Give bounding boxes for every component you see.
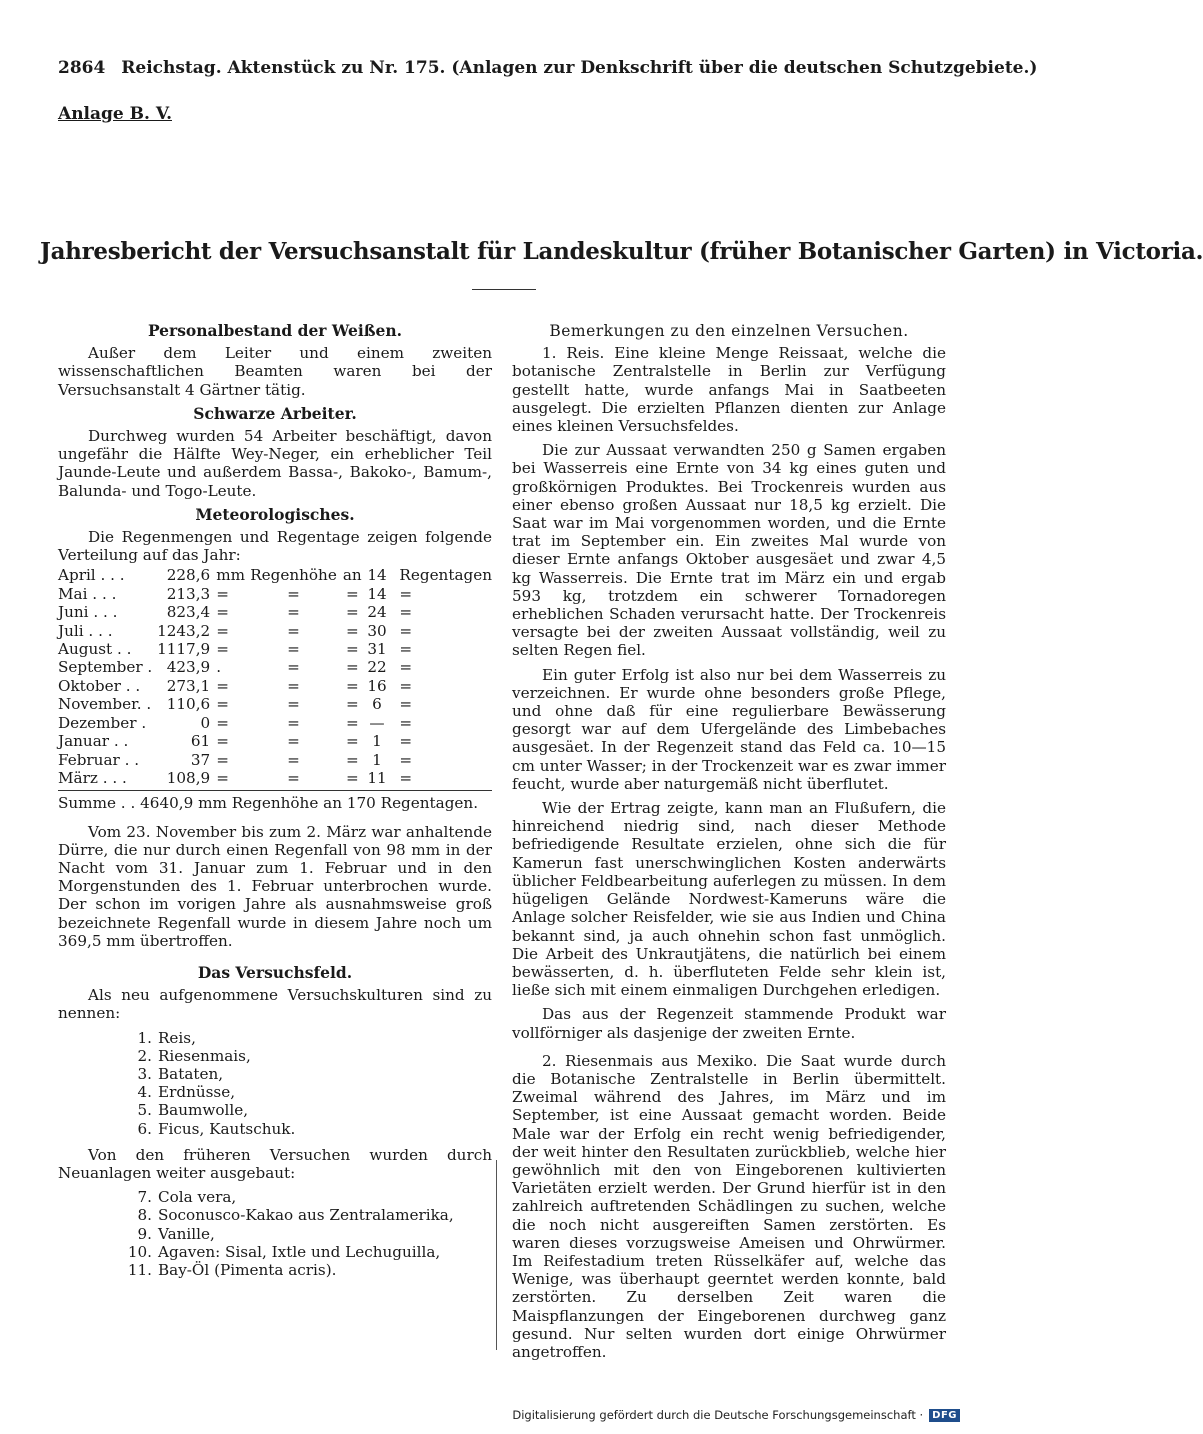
footer-text: Digitalisierung gefördert durch die Deutsche Forschungsgemeinschaft · [512,1408,924,1422]
rain-height-label: = [287,713,300,732]
rain-unit: = [216,732,229,751]
rain-row [58,658,492,676]
meteorologie-heading: Meteorologisches. [195,504,355,524]
rain-days: 30 [367,621,387,640]
rain-days: 24 [367,603,387,622]
list-item [118,1120,492,1138]
list-item-text: Cola vera, [158,1188,237,1207]
rain-days-label: = [399,621,413,640]
rain-days-label: = [399,584,413,603]
list-item [118,1225,492,1243]
rain-unit: = [216,603,229,622]
rain-an: = [345,732,359,751]
list-item-text: Bay-Öl (Pimenta acris). [158,1260,337,1279]
rain-days-label: Regentagen [399,566,492,585]
rain-month: Juni . . . [58,603,118,622]
duerre-paragraph: Vom 23. November bis zum 2. März war anhaltende Dürre, die nur durch einen Regenfall von 98 mm in der Nacht vom 31. Januar zum 1. Februar und in den Morgenstunden des 1. Februar unterbrochen wurde. Der schon im vorigen Jahre als ausnahmsweise groß bezeichnete Regenfall wurde in diesem Jahre noch um 369,5 mm übertroffen. [58,822,492,950]
reis-paragraph-3: Ein guter Erfolg ist also nur bei dem Wasserreis zu verzeichnen. Er wurde ohne besonders große Pflege, und ohne daß für eine regulierbare Bewässerung gesorgt war auf dem Ufergelände des Limbebaches ausgesäet. In der Regenzeit stand das Feld ca. 10—15 cm unter Wasser; in der Trockenzeit war es zwar immer feucht, wurde aber naturgemäß nicht überflutet. [512,665,946,793]
rain-unit: = [216,584,229,603]
rain-days: 14 [367,584,387,603]
rain-an: = [345,640,359,659]
rain-unit: = [216,768,229,787]
title-divider [472,289,536,290]
rain-an: = [345,695,359,714]
rain-row [58,566,492,584]
rain-row [58,769,492,787]
document-title: Jahresbericht der Versuchsanstalt für Landeskultur (früher Botanischer Garten) in Victoria. [40,238,1203,265]
extended-cultures-list [58,1188,492,1279]
rain-unit: . [216,658,222,677]
sum-divider [58,790,492,791]
rain-row [58,622,492,640]
rain-an: = [345,658,359,677]
rain-mm: 228,6 [166,566,211,585]
schwarze-heading: Schwarze Arbeiter. [193,403,357,423]
rain-mm: 1117,9 [157,640,211,659]
new-cultures-list [58,1029,492,1138]
rain-days-label: = [399,640,413,659]
rain-unit: = [216,640,229,659]
rain-unit: = [216,676,229,695]
riesenmais-paragraph: 2. Riesenmais aus Mexiko. Die Saat wurde durch die Botanische Zentralstelle in Berlin übermittelt. Zweimal während des Jahres, im März und im September, ist eine Aussaat gemacht worden. Beide Male war der Erfolg ein recht wenig befriedigender, der weit hinter den Resultaten zurückblieb, welche hier gewöhnlich mit den von Eingeborenen kultivierten Varietäten erzielt werden. Der Grund hierfür ist in den zahlreich auftretenden Schädlingen zu suchen, welche die noch nicht ausgereiften Samen zerstörten. Es waren dieses vorzugsweise Ameisen und Ohrwürmer. Im Reifestadium treten Rüsselkäfer auf, welche das Wenige, was überhaupt geerntet werden konnte, bald zerstörten. Zu derselben Zeit waren die Maispflanzungen der Eingeborenen durchweg ganz gesund. Nur selten wurden dort einige Ohrwürmer angetroffen. [512,1051,946,1361]
rain-days-label: = [399,768,413,787]
column-rule [496,1160,497,1350]
personal-heading: Personalbestand der Weißen. [147,321,403,340]
rain-height-label: = [287,584,300,603]
rain-row [58,751,492,769]
list-item [118,1029,492,1047]
rain-height-label: = [287,768,300,787]
rain-an: = [345,621,359,640]
page-number: 2864 [58,58,106,78]
rain-days-label: = [399,695,413,714]
rain-row [58,732,492,750]
rain-month: Januar . . [58,732,129,751]
footer [512,1408,960,1422]
rain-height-label: = [287,750,300,769]
rain-mm: 423,9 [166,658,211,677]
rain-days-label: = [399,658,413,677]
list-item [118,1047,492,1065]
list-item [118,1101,492,1119]
rain-height-label: = [287,621,300,640]
rain-row [58,640,492,658]
list-item-number: 8. [137,1206,152,1225]
rain-mm: 1243,2 [157,621,211,640]
dfg-logo: DFG [929,1409,960,1422]
rain-days: 22 [367,658,387,677]
rain-days: 1 [372,750,382,769]
rain-month: März . . . [58,768,127,787]
list-item-text: Vanille, [158,1224,215,1243]
rain-an: = [345,768,359,787]
rain-month: Oktober . . [58,676,141,695]
reis-paragraph-5: Das aus der Regenzeit stammende Produkt war vollförniger als dasjenige der zweiten Ernte. [512,1005,946,1042]
left-column [58,322,492,1287]
list-item [118,1065,492,1083]
rain-an: an [342,566,362,585]
rain-row [58,585,492,603]
frueher-intro: Von den früheren Versuchen wurden durch Neuanlagen weiter ausgebaut: [58,1145,492,1182]
rain-month: August . . [58,640,132,659]
rain-month: Februar . . [58,750,140,769]
rain-mm: 823,4 [166,603,211,622]
list-item [118,1243,492,1261]
list-item-number: 1. [137,1028,152,1047]
rain-row [58,677,492,695]
rain-row [58,714,492,732]
rain-height-label: = [287,695,300,714]
rain-days: 31 [367,640,387,659]
running-header [58,58,1038,78]
rain-mm: 273,1 [166,676,211,695]
list-item-text: Riesenmais, [158,1046,251,1065]
list-item-number: 2. [137,1046,152,1065]
rain-height-label: Regenhöhe [250,566,337,585]
list-item-text: Agaven: Sisal, Ixtle und Lechuguilla, [158,1242,441,1261]
list-item-text: Ficus, Kautschuk. [158,1119,296,1138]
list-item [118,1188,492,1206]
rain-row [58,603,492,621]
rain-mm: 108,9 [166,768,211,787]
rain-month: Mai . . . [58,584,117,603]
list-item-number: 6. [137,1119,152,1138]
reis-paragraph-4: Wie der Ertrag zeigte, kann man an Flußufern, die hinreichend niedrig sind, nach dieser Methode befriedigende Resultate erzielen, ohne sich die für Kamerun fast unerschwinglichen Kosten anderwärts üblicher Feldbearbeitung auferlegen zu müssen. In dem hügeligen Gelände Nordwest-Kameruns wäre die Anlage solcher Reisfelder, wie sie aus Indien und China bekannt sind, ja auch ohnehin schon fast unmöglich. Die Arbeit des Unkrautjätens, die natürlich bei einem bewässerten, d. h. überfluteten Felde sehr klein ist, ließe sich mit einem einmaligen Durchgehen erledigen. [512,799,946,1000]
list-item [118,1261,492,1279]
rain-an: = [345,750,359,769]
rain-height-label: = [287,676,300,695]
rain-days: 6 [372,695,382,714]
rain-an: = [345,713,359,732]
rain-days-label: = [399,750,413,769]
list-item-text: Baumwolle, [158,1101,249,1120]
running-title: Reichstag. Aktenstück zu Nr. 175. (Anlagen zur Denkschrift über die deutschen Schutzgebiete.) [121,58,1038,78]
rain-mm: 110,6 [166,695,211,714]
list-item [118,1206,492,1224]
list-item-text: Reis, [158,1028,196,1047]
list-item-text: Soconusco-Kakao aus Zentralamerika, [158,1206,454,1225]
rain-days-label: = [399,732,413,751]
rain-an: = [345,676,359,695]
rain-month: Juli . . . [58,621,113,640]
rain-days-label: = [399,713,413,732]
rain-unit: = [216,750,229,769]
versuchsfeld-heading: Das Versuchsfeld. [197,962,353,982]
versuchsfeld-intro: Als neu aufgenommene Versuchskulturen sind zu nennen: [58,986,492,1023]
meteorologie-intro: Die Regenmengen und Regentage zeigen folgende Verteilung auf das Jahr: [58,528,492,565]
list-item-number: 11. [127,1260,152,1279]
list-item-number: 3. [137,1064,152,1083]
reis-paragraph-2: Die zur Aussaat verwandten 250 g Samen ergaben bei Wasserreis eine Ernte von 34 kg eines guten und großkörnigen Produktes. Bei Trockenreis wurden aus einer ebenso großen Aussaat nur 18,5 kg erzielt. Die Saat war im Mai vorgenommen worden, und die Ernte trat im September ein. Ein zweites Mal wurde von dieser Ernte anfangs Oktober ausgesäet und zwar 4,5 kg Wasserreis. Die Ernte trat im März ein und ergab 593 kg, trotzdem ein schwerer Tornadoregen erheblichen Schaden verursacht hatte. Der Trockenreis versagte bei der zweiten Aussaat vollständig, weil zu selten Regen fiel. [512,441,946,660]
rain-an: = [345,584,359,603]
rain-unit: = [216,621,229,640]
list-item-number: 5. [137,1101,152,1120]
rain-days: 16 [367,676,387,695]
rain-days: — [369,713,385,732]
rain-days-label: = [399,603,413,622]
list-item-text: Bataten, [158,1064,224,1083]
rain-unit: mm [216,566,246,585]
list-item-number: 9. [137,1224,152,1243]
reis-paragraph-1: 1. Reis. Eine kleine Menge Reissaat, welche die botanische Zentralstelle in Berlin zur Verfügung gestellt hatte, wurde anfangs Mai in Saatbeeten ausgelegt. Die erzielten Pflanzen dienten zur Anlage eines kleinen Versuchsfeldes. [512,344,946,436]
rain-days: 1 [372,732,382,751]
rain-days: 14 [367,566,387,585]
bemerkungen-heading: Bemerkungen zu den einzelnen Versuchen. [549,322,909,340]
rain-unit: = [216,695,229,714]
rain-height-label: = [287,732,300,751]
right-column [512,322,946,1367]
personal-paragraph: Außer dem Leiter und einem zweiten wissenschaftlichen Beamten waren bei der Versuchsanstalt 4 Gärtner tätig. [58,344,492,399]
list-item [118,1083,492,1101]
rain-mm: 0 [200,713,211,732]
schwarze-paragraph: Durchweg wurden 54 Arbeiter beschäftigt, davon ungefähr die Hälfte Wey-Neger, ein erheblicher Teil Jaunde-Leute und außerdem Bassa-, Bakoko-, Bamum-, Balunda- und Togo-Leute. [58,427,492,500]
rain-month: April . . . [58,566,125,585]
rain-days: 11 [367,768,387,787]
rain-an: = [345,603,359,622]
rain-row [58,695,492,713]
rain-table [58,566,492,787]
rain-height-label: = [287,603,300,622]
rain-mm: 61 [190,732,211,751]
list-item-number: 4. [137,1083,152,1102]
rain-height-label: = [287,658,300,677]
rain-mm: 37 [190,750,211,769]
rain-unit: = [216,713,229,732]
rain-month: September . [58,658,153,677]
anlage-label: Anlage B. V. [58,104,172,124]
list-item-number: 10. [127,1242,152,1261]
rain-month: Dezember . [58,713,147,732]
list-item-number: 7. [137,1188,152,1207]
rain-days-label: = [399,676,413,695]
rain-sum: Summe . . 4640,9 mm Regenhöhe an 170 Regentagen. [58,794,479,813]
rain-month: November. . [58,695,152,714]
rain-height-label: = [287,640,300,659]
rain-mm: 213,3 [166,584,211,603]
list-item-text: Erdnüsse, [158,1083,236,1102]
